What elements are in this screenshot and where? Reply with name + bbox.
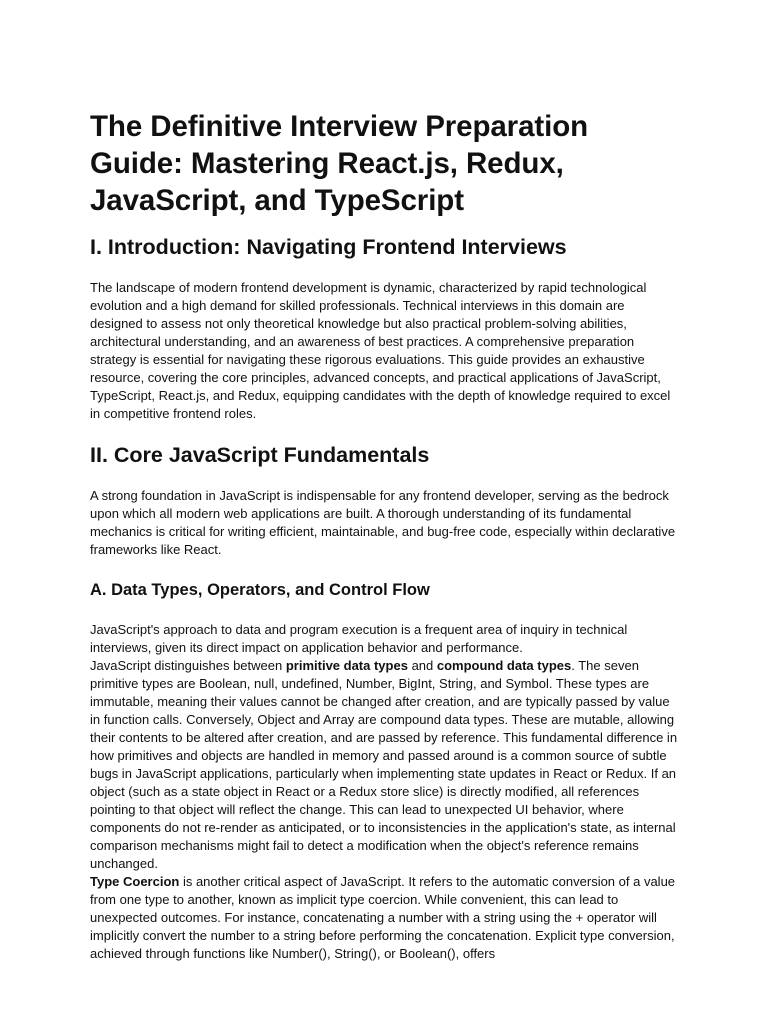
data-types-text-2: and <box>407 658 437 673</box>
primitive-data-types-term: primitive data types <box>285 658 408 673</box>
document-body <box>90 108 680 963</box>
data-types-text-1: JavaScript distinguishes between <box>90 658 286 673</box>
subsection-heading-data-types: A. Data Types, Operators, and Control Flow <box>90 581 430 599</box>
document-title: The Definitive Interview Preparation Guide: Mastering React.js, Redux, JavaScript, and TypeScript <box>90 110 589 217</box>
type-coercion-text: is another critical aspect of JavaScript. It refers to the automatic conversion of a value from one type to another, known as implicit type coercion. While convenient, this can lead to unexpected outcomes. For instance, concatenating a number with a string using the + operator will implicitly convert the number to a string before performing the concatenation. Explicit type conversion, achieved through functions like Number(), String(), or Boolean(), offers <box>90 874 676 961</box>
data-types-paragraph <box>90 657 680 873</box>
data-types-text-3: . The seven primitive types are Boolean, null, undefined, Number, BigInt, String, and Symbol. These types are immutable, meaning their values cannot be changed after creation, and are typically passed by value in function calls. Conversely, Object and Array are compound data types. These are mutable, allowing their contents to be altered after creation, and are passed by reference. This fundamental difference in how primitives and objects are handled in memory and passed around is a common source of subtle bugs in JavaScript applications, particularly when implementing state updates in React or Redux. If an object (such as a state object in React or a Redux store slice) is directly modified, all references pointing to that object will reflect the change. This can lead to unexpected UI behavior, where components do not re-render as anticipated, or to inconsistencies in the application's state, as internal comparison mechanisms might fail to detect a modification when the object's reference remains unchanged. <box>90 658 678 871</box>
section-heading-introduction: I. Introduction: Navigating Frontend Interviews <box>90 235 567 259</box>
section-heading-core-javascript: II. Core JavaScript Fundamentals <box>90 443 430 467</box>
compound-data-types-term: compound data types <box>436 658 572 673</box>
introduction-paragraph: The landscape of modern frontend development is dynamic, characterized by rapid technological evolution and a high demand for skilled professionals. Technical interviews in this domain are designed to assess not only theoretical knowledge but also practical problem-solving abilities, architectural understanding, and an awareness of best practices. A comprehensive preparation strategy is essential for navigating these rigorous evaluations. This guide provides an exhaustive resource, covering the core principles, advanced concepts, and practical applications of JavaScript, TypeScript, React.js, and Redux, equipping candidates with the depth of knowledge required to excel in competitive frontend roles. <box>90 280 671 421</box>
core-javascript-paragraph: A strong foundation in JavaScript is indispensable for any frontend developer, serving as the bedrock upon which all modern web applications are built. A thorough understanding of its fundamental mechanics is critical for writing efficient, maintainable, and bug-free code, especially within declarative frameworks like React. <box>90 488 676 557</box>
data-types-intro-paragraph: JavaScript's approach to data and program execution is a frequent area of inquiry in technical interviews, given its direct impact on application behavior and performance. <box>90 622 628 655</box>
type-coercion-term: Type Coercion <box>90 874 180 889</box>
type-coercion-paragraph <box>90 873 680 963</box>
